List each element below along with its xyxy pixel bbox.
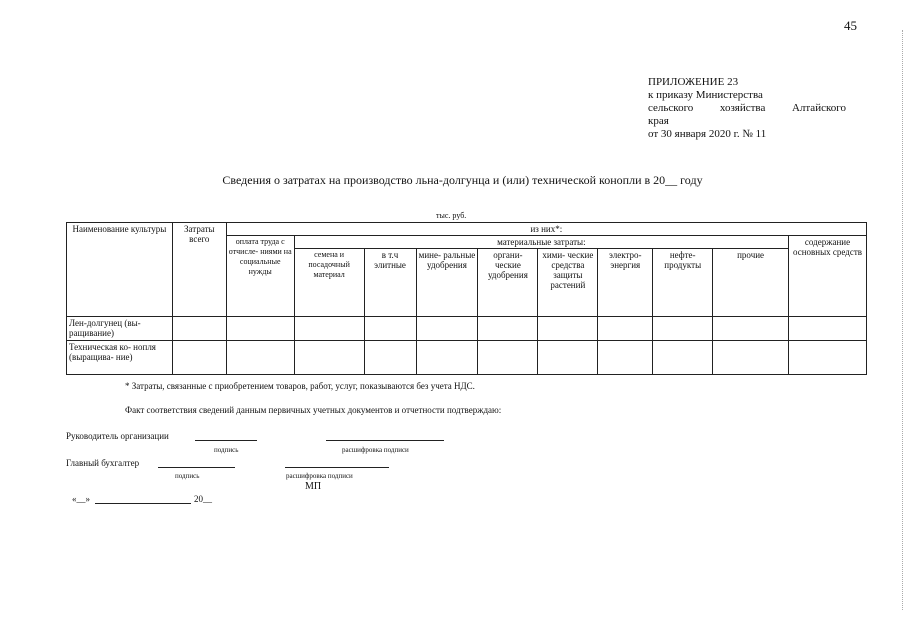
- cell-input[interactable]: [416, 317, 478, 341]
- cell-input[interactable]: [653, 341, 713, 375]
- appendix-line1: ПРИЛОЖЕНИЕ 23: [648, 76, 739, 88]
- sign-caption: подпись: [175, 472, 200, 480]
- cell-input[interactable]: [364, 317, 416, 341]
- cell-input[interactable]: [416, 341, 478, 375]
- cell-input[interactable]: [226, 341, 294, 375]
- row-label: Техническая ко- нопля (выращива- ние): [67, 341, 173, 375]
- cell-input[interactable]: [478, 341, 538, 375]
- table-row: [67, 341, 867, 375]
- appendix-word: сельского: [648, 102, 694, 114]
- cell-input[interactable]: [478, 317, 538, 341]
- decode-caption: расшифровка подписи: [342, 446, 409, 454]
- header-of-them: из них*:: [226, 223, 866, 236]
- cell-input[interactable]: [789, 317, 867, 341]
- decode-caption: расшифровка подписи: [286, 472, 353, 480]
- header-seeds: семена и посадочный материал: [294, 249, 364, 317]
- appendix-line2: к приказу Министерства: [648, 89, 763, 101]
- header-material: материальные затраты:: [294, 236, 788, 249]
- header-organic: органи- ческие удобрения: [478, 249, 538, 317]
- units-label: тыс. руб.: [436, 211, 467, 220]
- date-day: «__»: [72, 494, 90, 504]
- head-sign-line[interactable]: [195, 440, 257, 441]
- cell-input[interactable]: [598, 317, 653, 341]
- header-total: Затраты всего: [172, 223, 226, 317]
- appendix-block: [648, 76, 848, 141]
- appendix-line5: от 30 января 2020 г. № 11: [648, 128, 767, 140]
- cell-input[interactable]: [713, 317, 789, 341]
- accountant-sign-line[interactable]: [158, 467, 235, 468]
- date-month-line[interactable]: [95, 503, 191, 504]
- appendix-word: Алтайского: [791, 102, 846, 114]
- row-label: Лен-долгунец (вы- ращивание): [67, 317, 173, 341]
- appendix-line4: края: [648, 115, 669, 127]
- header-electricity: электро- энергия: [598, 249, 653, 317]
- accountant-decode-line[interactable]: [285, 467, 389, 468]
- cell-input[interactable]: [294, 317, 364, 341]
- cell-input[interactable]: [598, 341, 653, 375]
- appendix-word: хозяйства: [719, 102, 766, 114]
- head-decode-line[interactable]: [326, 440, 444, 441]
- header-mineral: мине- ральные удобрения: [416, 249, 478, 317]
- costs-table: [66, 222, 867, 375]
- header-chemical: хими- ческие средства защиты растений: [538, 249, 598, 317]
- header-maintenance: содержание основных средств: [789, 236, 867, 317]
- header-elite: в т.ч элитные: [364, 249, 416, 317]
- cell-input[interactable]: [364, 341, 416, 375]
- stamp-placeholder: МП: [305, 481, 322, 492]
- appendix-line3: [648, 102, 846, 115]
- cell-input[interactable]: [789, 341, 867, 375]
- table-row: [67, 317, 867, 341]
- sign-caption: подпись: [214, 446, 239, 454]
- footnote: * Затраты, связанные с приобретением товаров, работ, услуг, показываются без учета НДС.: [125, 381, 475, 391]
- header-other: прочие: [713, 249, 789, 317]
- page-edge-dots: [902, 30, 903, 610]
- page-number: 45: [844, 18, 857, 33]
- cell-input[interactable]: [538, 341, 598, 375]
- cell-input[interactable]: [294, 341, 364, 375]
- accountant-label: Главный бухгалтер: [66, 458, 140, 468]
- cell-input[interactable]: [172, 341, 226, 375]
- cell-input[interactable]: [226, 317, 294, 341]
- header-oil: нефте- продукты: [653, 249, 713, 317]
- confirmation-text: Факт соответствия сведений данным первичных учетных документов и отчетности подтверждаю:: [125, 405, 502, 415]
- date-year: 20__: [194, 494, 212, 504]
- header-name: Наименование культуры: [67, 223, 173, 317]
- cell-input[interactable]: [538, 317, 598, 341]
- cell-input[interactable]: [713, 341, 789, 375]
- cell-input[interactable]: [653, 317, 713, 341]
- document-title: Сведения о затратах на производство льна-долгунца и (или) технической конопли в 20__ году: [222, 173, 703, 187]
- cell-input[interactable]: [172, 317, 226, 341]
- head-label: Руководитель организации: [66, 431, 169, 441]
- header-labor: оплата труда с отчисле- ниями на социальные нужды: [226, 236, 294, 317]
